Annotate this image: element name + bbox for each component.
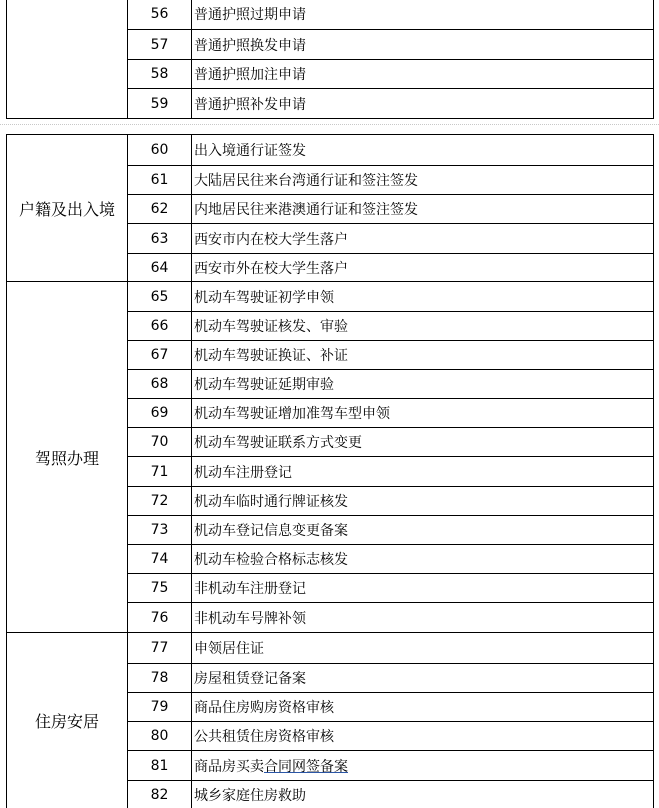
row-item: 房屋租赁登记备案 [194,671,306,687]
row-number: 75 [150,580,169,596]
row-number: 76 [150,609,169,626]
table-row [128,664,653,693]
row-item: 出入境通行证签发 [194,143,306,159]
table-row [128,370,653,399]
row-number: 66 [150,318,169,334]
row-item: 机动车驾驶证初学申领 [194,289,334,306]
row-number: 78 [150,670,169,686]
row-number: 82 [150,786,169,803]
row-item: 非机动车注册登记 [194,581,306,597]
row-item: 机动车注册登记 [194,464,292,481]
table-row [128,722,653,751]
table-row [128,0,653,30]
row-item: 机动车临时通行牌证核发 [194,494,348,510]
row-number: 79 [150,699,169,715]
row-number: 70 [150,434,169,450]
row-item: 申领居住证 [194,641,264,657]
row-item: 机动车驾驶证延期审验 [194,377,334,393]
table-row [128,633,653,664]
row-number: 65 [150,288,169,305]
table-row [128,399,653,428]
row-item: 非机动车号牌补领 [194,610,306,627]
table-row [128,516,653,545]
row-number: 80 [150,728,169,744]
table-top [6,0,654,119]
row-number: 81 [150,757,169,774]
page-break-separator [0,120,659,130]
row-item [194,751,653,780]
row-number: 72 [150,493,169,509]
row-item: 普通护照加注申请 [194,67,306,83]
group-label-driving: 驾照办理 [7,282,127,633]
row-item: 公共租赁住房资格审核 [194,729,334,745]
table-row [128,457,653,487]
row-item: 普通护照过期申请 [194,7,306,23]
row-item: 内地居民往来港澳通行证和签注签发 [194,202,418,218]
row-item: 城乡家庭住房救助 [194,787,306,804]
table-row [128,89,653,119]
table-row [128,135,653,166]
table-row [128,224,653,254]
row-number: 74 [150,551,169,567]
row-item: 大陆居民往来台湾通行证和签注签发 [194,173,418,189]
table-row [128,282,653,312]
row-item: 机动车驾驶证增加准驾车型申领 [194,406,390,422]
table-row [128,428,653,457]
row-item: 商品住房购房资格审核 [194,700,334,716]
row-item: 机动车检验合格标志核发 [194,552,348,568]
row-item: 西安市内在校大学生落户 [194,231,348,248]
row-item: 西安市外在校大学生落户 [194,260,348,277]
table-row [128,603,653,633]
group-label-housing: 住房安居 [34,712,99,731]
row-item: 机动车驾驶证联系方式变更 [194,435,362,451]
table-row [128,166,653,195]
table-main [6,134,654,808]
row-item-text: 商品房买卖 [194,758,264,775]
table-row [128,487,653,516]
table-row [128,693,653,722]
table-row [128,781,653,808]
table-row [128,341,653,370]
row-item: 机动车驾驶证换证、补证 [194,348,348,364]
row-number: 73 [150,522,169,538]
row-item-link: 合同网签备案 [264,758,348,775]
row-number: 64 [150,259,169,276]
table-row [128,574,653,603]
group-cell-empty [7,0,127,119]
row-item: 机动车登记信息变更备案 [194,523,348,539]
row-number: 58 [150,66,169,82]
table-row [128,30,653,60]
row-number: 59 [150,95,169,112]
row-number: 68 [150,376,169,392]
row-number: 71 [150,463,169,480]
row-number: 61 [150,172,169,188]
row-item: 机动车驾驶证核发、审验 [194,319,348,335]
table-row [128,751,653,781]
row-number: 56 [150,6,169,22]
table-row [128,545,653,574]
table-row [128,312,653,341]
row-number: 69 [150,405,169,421]
table-row [128,60,653,89]
row-item: 普通护照换发申请 [194,37,306,54]
row-number: 60 [150,142,169,158]
row-number: 77 [150,640,169,656]
table-row [128,195,653,224]
row-number: 67 [150,347,169,363]
row-item: 普通护照补发申请 [194,96,306,113]
group-label-household: 户籍及出入境 [7,135,127,282]
row-number: 62 [150,201,169,217]
row-number: 57 [150,36,169,53]
table-row [128,254,653,282]
row-number: 63 [150,230,169,247]
